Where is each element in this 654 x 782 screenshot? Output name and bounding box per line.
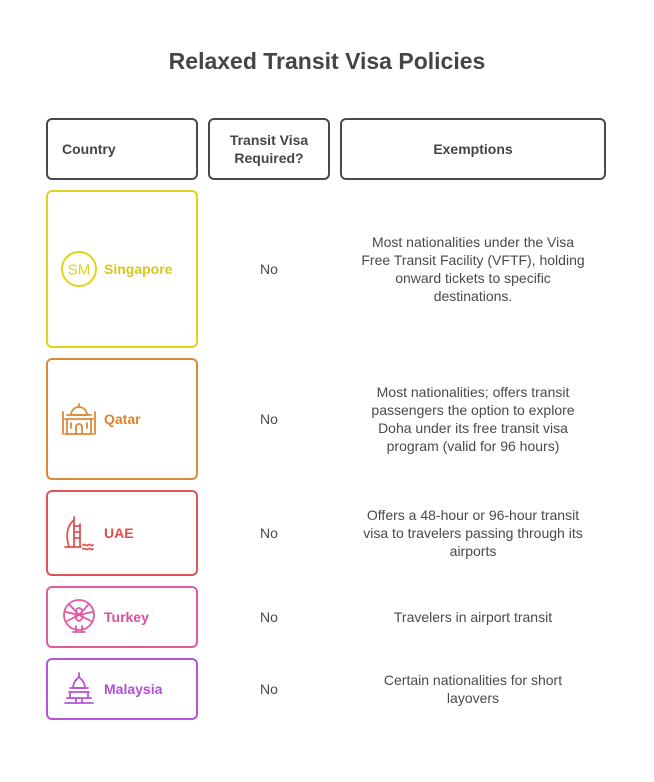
- header-country: Country: [46, 118, 198, 180]
- exemptions-text: Offers a 48-hour or 96-hour transit visa to travelers passing through its airports: [363, 507, 583, 559]
- country-cell-singapore: [46, 190, 198, 348]
- country-name: Singapore: [104, 261, 173, 277]
- exemptions-text: Most nationalities under the Visa Free Transit Facility (VFTF), holding onward tickets to specific destinations.: [361, 234, 585, 304]
- svg-text:SM: SM: [67, 261, 91, 279]
- country-name: Turkey: [104, 609, 149, 625]
- header-visa-required: Transit Visa Required?: [208, 118, 330, 180]
- exemptions-text: Certain nationalities for short layovers: [383, 672, 563, 706]
- turkey-bird-icon: [60, 598, 98, 636]
- country-cell-uae: [46, 490, 198, 576]
- singapore-sm-logo-icon: [60, 250, 98, 288]
- exemptions-text: Travelers in airport transit: [393, 609, 553, 625]
- country-name: Qatar: [104, 411, 141, 427]
- country-cell-malaysia: [46, 658, 198, 720]
- visa-required-value: No: [260, 411, 278, 427]
- country-name: Malaysia: [104, 681, 163, 697]
- visa-required-value: No: [260, 525, 278, 541]
- visa-required-value: No: [260, 609, 278, 625]
- country-cell-qatar: [46, 358, 198, 480]
- mosque-icon: [60, 400, 98, 438]
- country-name: UAE: [104, 525, 134, 541]
- burj-al-arab-icon: [60, 514, 98, 552]
- stupa-temple-icon: [60, 670, 98, 708]
- header-exemptions: Exemptions: [340, 118, 606, 180]
- page-title: Relaxed Transit Visa Policies: [168, 48, 486, 74]
- visa-required-value: No: [260, 681, 278, 697]
- country-cell-turkey: [46, 586, 198, 648]
- exemptions-text: Most nationalities; offers transit passengers the option to explore Doha under its free transit visa program (valid for 96 hours): [371, 384, 575, 454]
- visa-required-value: No: [260, 261, 278, 277]
